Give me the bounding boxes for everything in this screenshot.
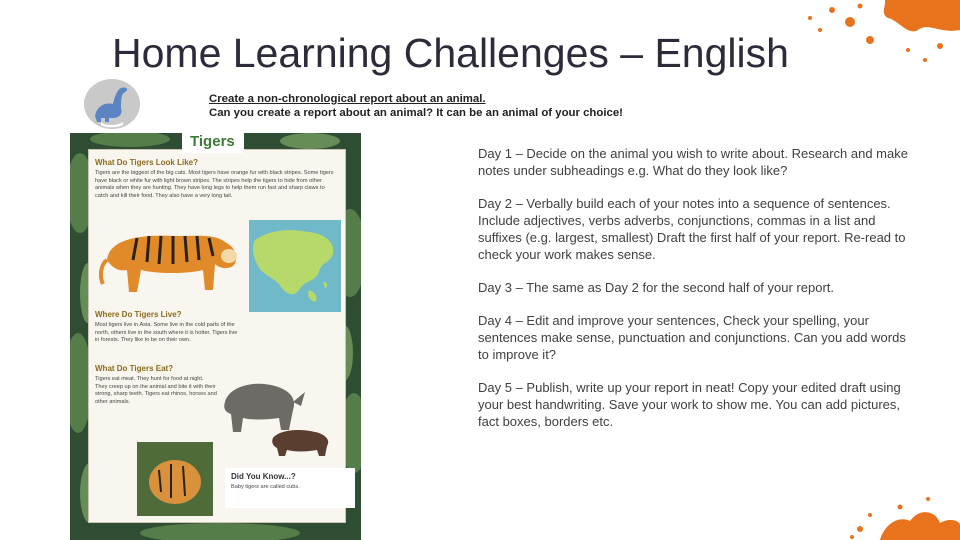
tiger-illustration xyxy=(97,220,247,300)
worksheet-paragraph-4: Baby tigers are called cubs. xyxy=(231,484,300,490)
intro-line-2: Can you create a report about an animal? It can be an animal of your choice! xyxy=(209,107,623,119)
task-day-1: Day 1 – Decide on the animal you wish to write about. Research and make notes under subheadings e.g. What do they look like? xyxy=(478,146,908,178)
worksheet-heading-1: What Do Tigers Look Like? xyxy=(95,158,198,167)
worksheet-heading-2: Where Do Tigers Live? xyxy=(95,310,182,319)
worksheet-heading-3: What Do Tigers Eat? xyxy=(95,364,174,373)
tiger-worksheet-image xyxy=(70,133,361,540)
worksheet-paragraph-1: Tigers are the biggest of the big cats. Most tigers have orange fur with black stripes. Some tigers have black or white fur with light brown stripes. The stripes help the tigers to hide from other animals when they are hunting. They have long legs to help them run fast and sharp claws to catch and kill their food. They also have a very long tail. xyxy=(95,170,334,199)
task-day-4: Day 4 – Edit and improve your sentences, Check your spelling, your sentences make sense, punctuation and conjunctions. Can you add words to improve it? xyxy=(478,313,906,362)
worksheet-title: Tigers xyxy=(190,133,235,150)
tiger-photo xyxy=(137,442,213,516)
asia-map-image xyxy=(249,220,341,312)
task-day-2: Day 2 – Verbally build each of your notes into a sequence of sentences. Include adjectives, verbs adverbs, conjunctions, commas in a list and suffixes (e.g. largest, smallest) Draft the first half of your report. Re-read to check your work makes sense. xyxy=(478,196,906,262)
page-title: Home Learning Challenges – English xyxy=(112,30,789,76)
worksheet-paragraph-2: Most tigers live in Asia. Some live in the cold parts of the north, others live in the south where it is hotter. Tigers live in forests. They like to be on their own. xyxy=(95,322,238,343)
intro-line-1: Create a non-chronological report about an animal. xyxy=(209,93,486,105)
paint-splatter-top-right xyxy=(790,0,960,70)
task-day-3: Day 3 – The same as Day 2 for the second half of your report. xyxy=(478,280,835,295)
worksheet-heading-4: Did You Know...? xyxy=(231,472,296,481)
dinosaur-logo-icon xyxy=(83,78,141,130)
paint-splatter-bottom-right xyxy=(840,485,960,540)
rhino-and-boar-illustration xyxy=(219,362,339,458)
daily-tasks-list xyxy=(478,145,910,446)
task-day-5: Day 5 – Publish, write up your report in neat! Copy your edited draft using your best handwriting. Save your work to show me. You can add pictures, fact boxes, borders etc. xyxy=(478,380,901,429)
worksheet-paper xyxy=(88,149,346,523)
did-you-know-box xyxy=(225,468,355,508)
intro-text xyxy=(209,92,623,120)
worksheet-paragraph-3: Tigers eat meat. They hunt for food at night. They creep up on the animal and bite it with their strong, sharp teeth. Tigers eat rhinos, horses and other animals. xyxy=(95,376,217,405)
